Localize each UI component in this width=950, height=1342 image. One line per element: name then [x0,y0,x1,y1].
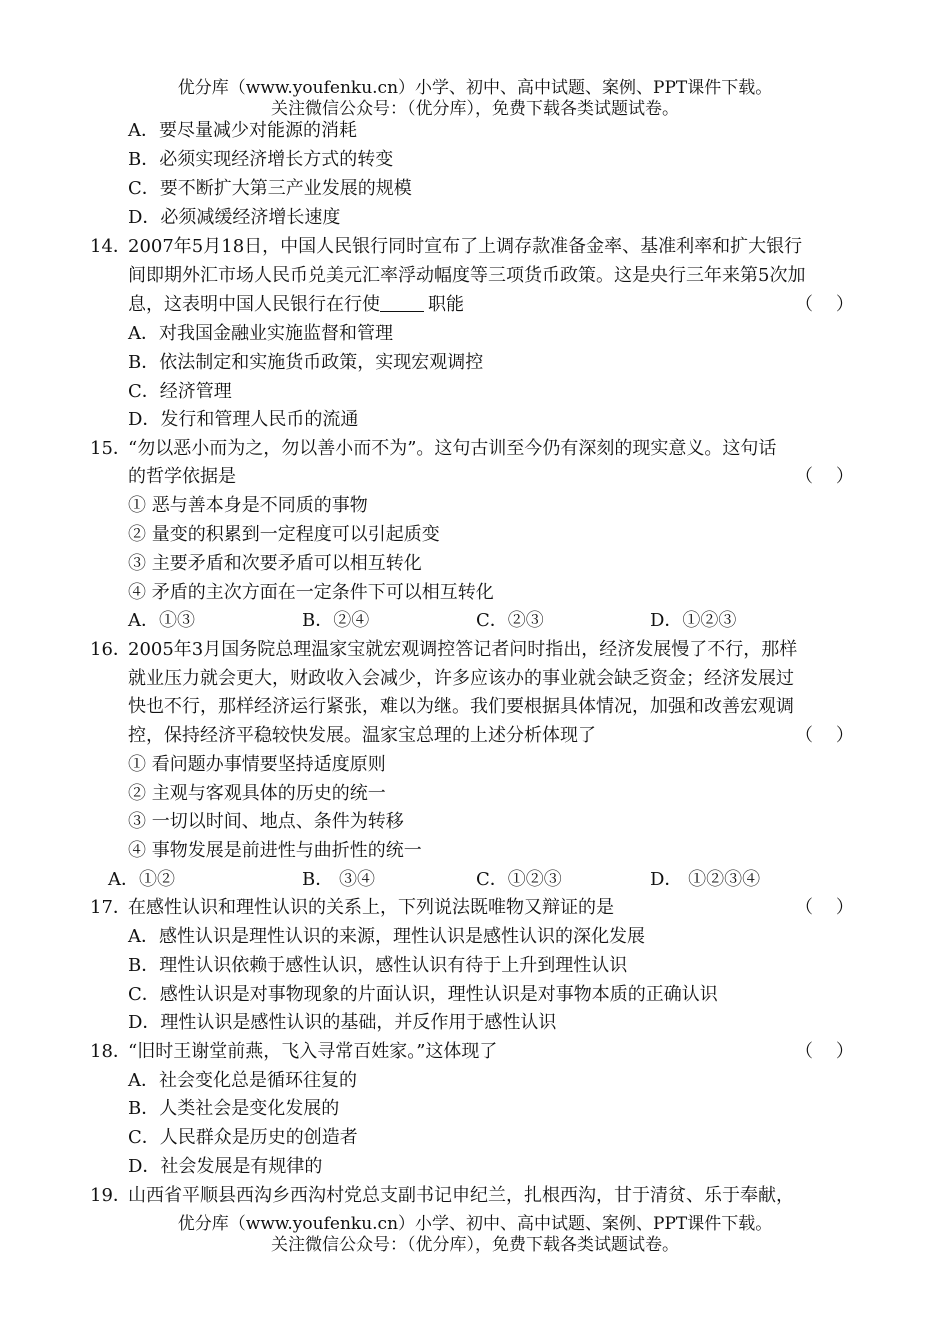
q17-option-b: B．理性认识依赖于感性认识，感性认识有待于上升到理性认识 [128,955,628,976]
q14-option-b: B．依法制定和实施货币政策，实现宏观调控 [128,352,484,373]
q15-item-2: ② 量变的积累到一定程度可以引起质变 [128,524,440,545]
q15-item-4: ④ 矛盾的主次方面在一定条件下可以相互转化 [128,582,494,603]
q19-stem: 山西省平顺县西沟乡西沟村党总支副书记申纪兰，扎根西沟，甘于清贫、乐于奉献， [128,1185,794,1206]
q16-item-2: ② 主观与客观具体的历史的统一 [128,783,386,804]
footer-line-1: 优分库（www.youfenku.cn）小学、初中、高中试题、案例、PPT课件下载。 [177,1214,773,1234]
q16-choice-b: B． ③④ [302,869,375,890]
q17-option-d: D．理性认识是感性认识的基础，并反作用于感性认识 [128,1012,557,1033]
q16-item-3: ③ 一切以时间、地点、条件为转移 [128,811,404,832]
q16-stem-line-2: 就业压力就会更大，财政收入会减少，许多应该办的事业就会缺乏资金；经济发展过 [128,668,794,689]
q14-stem-pre-blank: 息，这表明中国人民银行在行使 [128,294,380,315]
q13-option-d: D．必须减缓经济增长速度 [128,207,341,228]
q13-option-b: B．必须实现经济增长方式的转变 [128,149,394,170]
q16-choice-a: A．①② [108,869,175,890]
header-line-2: 关注微信公众号：（优分库），免费下载各类试题试卷。 [271,99,679,119]
q17-option-c: C．感性认识是对事物现象的片面认识，理性认识是对事物本质的正确认识 [128,984,718,1005]
q17-option-a: A．感性认识是理性认识的来源，理性认识是感性认识的深化发展 [128,926,645,947]
q15-stem-line-1: “勿以恶小而为之，勿以善小而不为”。这句古训至今仍有深刻的现实意义。这句话 [128,438,777,459]
q15-number: 15． [90,438,131,459]
header-line-1: 优分库（www.youfenku.cn）小学、初中、高中试题、案例、PPT课件下载。 [177,78,773,98]
q18-option-d: D．社会发展是有规律的 [128,1156,323,1177]
q15-item-3: ③ 主要矛盾和次要矛盾可以相互转化 [128,553,422,574]
q16-number: 16． [90,639,131,660]
q14-stem-post-blank: 职能 [428,294,464,315]
q14-answer-blank [380,293,424,312]
q16-item-4: ④ 事物发展是前进性与曲折性的统一 [128,840,422,861]
q14-number: 14． [90,236,131,257]
q16-item-1: ① 看问题办事情要坚持适度原则 [128,754,386,775]
footer-line-2: 关注微信公众号：（优分库），免费下载各类试题试卷。 [271,1235,679,1255]
q15-answer-paren: （ ） [795,466,854,487]
q15-choice-b: B．②④ [302,610,370,631]
q14-stem-line-2: 间即期外汇市场人民币兑美元汇率浮动幅度等三项货币政策。这是央行三年来第5次加 [128,265,806,286]
q15-choice-a: A．①③ [128,610,195,631]
q17-number: 17． [90,897,131,918]
q15-stem-line-2: 的哲学依据是 [128,466,236,487]
q18-option-b: B．人类社会是变化发展的 [128,1098,340,1119]
q13-option-a: A．要尽量减少对能源的消耗 [128,120,357,141]
q16-stem-line-3: 快也不行，那样经济运行紧张，难以为继。我们要根据具体情况，加强和改善宏观调 [128,696,794,717]
q14-stem-line-1: 2007年5月18日，中国人民银行同时宣布了上调存款准备金率、基准利率和扩大银行 [128,236,803,257]
q19-number: 19． [90,1185,131,1206]
q18-option-c: C．人民群众是历史的创造者 [128,1127,358,1148]
q15-choice-d: D．①②③ [650,610,737,631]
q14-option-d: D．发行和管理人民币的流通 [128,409,359,430]
q14-stem-line-3 [128,291,464,319]
q13-option-c: C．要不断扩大第三产业发展的规模 [128,178,412,199]
q18-answer-paren: （ ） [795,1041,854,1062]
q14-option-c: C．经济管理 [128,381,232,402]
q14-option-a: A．对我国金融业实施监督和管理 [128,323,393,344]
q16-stem-line-1: 2005年3月国务院总理温家宝就宏观调控答记者问时指出，经济发展慢了不行，那样 [128,639,798,660]
q17-stem: 在感性认识和理性认识的关系上，下列说法既唯物又辩证的是 [128,897,614,918]
q16-stem-line-4: 控，保持经济平稳较快发展。温家宝总理的上述分析体现了 [128,725,596,746]
q15-choice-c: C．②③ [476,610,544,631]
q16-choice-d: D． ①②③④ [650,869,761,890]
q17-answer-paren: （ ） [795,897,854,918]
q14-answer-paren: （ ） [795,294,854,315]
q18-number: 18． [90,1041,131,1062]
q16-answer-paren: （ ） [795,725,854,746]
q16-choice-c: C．①②③ [476,869,562,890]
q18-option-a: A．社会变化总是循环往复的 [128,1070,357,1091]
q15-item-1: ① 恶与善本身是不同质的事物 [128,495,368,516]
q18-stem: “旧时王谢堂前燕，飞入寻常百姓家。”这体现了 [128,1041,498,1062]
